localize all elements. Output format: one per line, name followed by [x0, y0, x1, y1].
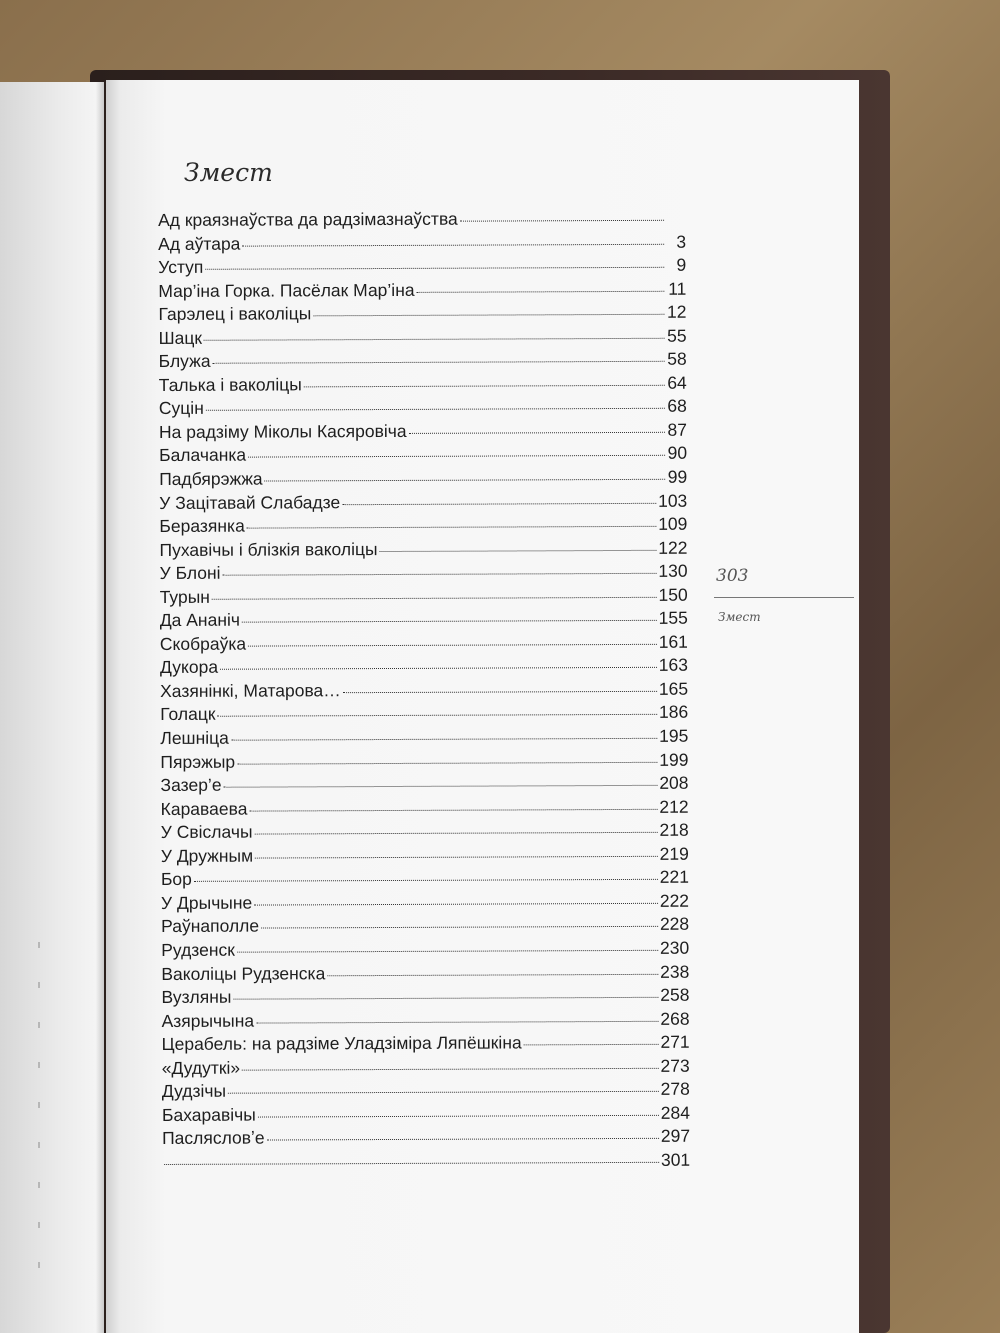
toc-entry [161, 796, 689, 822]
page-number: 303 [716, 566, 749, 586]
toc-entry [160, 584, 688, 610]
toc-entry-label: Скобраўка [159, 633, 247, 654]
toc-entry-page: 68 [667, 396, 687, 417]
toc-entry-page: 284 [660, 1102, 690, 1123]
toc-entry-label: Дудзічы [161, 1080, 227, 1102]
toc-entry-label: Вузляны [161, 986, 232, 1008]
toc-entry [162, 1102, 690, 1128]
toc-leader-dots [242, 243, 664, 246]
toc-entry-label: Паслясловʼе [162, 1127, 265, 1149]
toc-entry-label: Мар’іна Горка. Пасёлак Мар’іна [158, 279, 415, 301]
toc-entry-label: Пярэжыр [160, 751, 236, 772]
toc-leader-dots [409, 432, 665, 434]
toc-entry [161, 961, 689, 987]
toc-leader-dots [255, 832, 658, 835]
toc-entry [160, 749, 688, 775]
toc-entry-label: Талька і ваколіцы [158, 374, 302, 395]
toc-entry-page: 161 [658, 631, 688, 652]
toc-entry-label: На радзіму Міколы Касяровіча [158, 420, 407, 442]
toc-leader-dots [258, 1115, 659, 1118]
toc-entry-label: Уступ [158, 256, 204, 278]
toc-entry-page: 258 [660, 984, 690, 1005]
toc-entry [158, 255, 686, 281]
toc-entry-page: 278 [660, 1078, 690, 1100]
toc-entry [160, 773, 688, 799]
toc-entry-label: Ад краязнаўства да радзімазнаўства [158, 208, 458, 230]
toc-entry-label: Падбярэжжа [159, 468, 263, 490]
toc-entry-label: Дукора [159, 657, 219, 678]
toc-leader-dots [265, 479, 666, 482]
toc-leader-dots [255, 856, 658, 859]
toc-leader-dots [194, 879, 658, 882]
toc-entry [161, 820, 689, 846]
toc-leader-dots [206, 408, 665, 411]
toc-entry-label: У Дрычыне [160, 892, 253, 913]
toc-entry [161, 1008, 689, 1034]
toc-entry-label: Суцін [158, 398, 204, 419]
toc-entry-page: 297 [660, 1126, 691, 1147]
toc-entry-page: 55 [667, 325, 687, 346]
toc-entry [158, 208, 686, 234]
toc-leader-dots [247, 526, 656, 529]
toc-entry-label: Гарэлец і ваколіцы [158, 303, 312, 325]
toc-entry-page: 230 [659, 937, 690, 958]
toc-entry [161, 938, 689, 964]
toc-entry-page: 87 [667, 419, 688, 440]
toc-entry-page: 130 [658, 560, 688, 582]
toc-entry-page: 271 [660, 1031, 690, 1052]
toc-entry-page: 90 [667, 443, 688, 464]
toc-entry-page: 238 [660, 961, 690, 982]
toc-entry [159, 514, 687, 540]
toc-leader-dots [231, 738, 657, 741]
toc-entry [162, 1032, 690, 1058]
toc-entry-label: Да Ананіч [159, 609, 241, 631]
toc-entry-page: 301 [660, 1149, 691, 1170]
toc-entry-page: 268 [660, 1008, 690, 1029]
page-title: Змест [184, 158, 273, 187]
toc-entry [159, 467, 687, 493]
toc-entry [159, 396, 687, 422]
toc-entry [162, 1079, 690, 1105]
toc-leader-dots [261, 926, 658, 929]
toc-leader-dots [217, 714, 657, 717]
toc-entry-page: 212 [659, 796, 689, 817]
toc-entry [161, 867, 689, 893]
toc-leader-dots [205, 267, 664, 270]
toc-entry-page: 11 [668, 278, 687, 299]
toc-entry-page: 165 [658, 678, 689, 699]
toc-entry-label: Ад аўтара [158, 233, 241, 254]
toc-entry-label: Бор [160, 869, 192, 890]
toc-leader-dots [220, 667, 657, 670]
toc-leader-dots [237, 761, 657, 764]
toc-entry [160, 632, 688, 658]
toc-entry-label: Пухавічы і блізкія ваколіцы [159, 538, 378, 560]
toc-entry [160, 608, 688, 634]
toc-entry-page: 58 [667, 348, 687, 370]
toc-leader-dots [254, 903, 658, 906]
toc-entry-page: 9 [676, 254, 687, 275]
toc-leader-dots [248, 644, 657, 647]
toc-entry-page: 155 [658, 607, 688, 629]
toc-entry [162, 1126, 690, 1152]
right-page [106, 80, 859, 1333]
toc-entry-label: Голацк [160, 704, 216, 725]
toc-leader-dots [242, 620, 657, 623]
toc-leader-dots [267, 1138, 659, 1141]
toc-leader-dots [249, 808, 657, 811]
toc-entry-page: 163 [658, 655, 689, 676]
toc-entry-page: 219 [659, 843, 689, 864]
toc-entry-page: 122 [658, 537, 688, 558]
toc-entry [161, 843, 689, 869]
toc-entry-label: Беразянка [159, 515, 245, 537]
toc-leader-dots [417, 290, 665, 292]
toc-entry-page: 273 [660, 1055, 690, 1076]
toc-entry-page: 218 [659, 819, 689, 841]
toc-entry-page: 103 [658, 490, 688, 511]
toc-leader-dots [204, 338, 665, 341]
toc-entry-label: У Зацітавай Слабадзе [159, 491, 341, 513]
toc-leader-dots [224, 785, 658, 788]
table-of-contents [158, 208, 690, 1176]
toc-entry [160, 726, 688, 752]
toc-entry-label: Турын [159, 586, 210, 607]
toc-entry-page: 186 [658, 702, 689, 723]
toc-entry [160, 702, 688, 728]
toc-entry-label: Блужа [158, 351, 211, 372]
toc-entry [162, 1150, 690, 1176]
toc-leader-dots [233, 997, 658, 1000]
toc-entry [158, 278, 686, 304]
running-head-label: Змест [718, 610, 761, 624]
toc-entry-page: 12 [666, 301, 687, 322]
toc-leader-dots [248, 455, 665, 458]
toc-leader-dots [212, 597, 657, 600]
toc-entry-page: 228 [659, 914, 690, 935]
toc-leader-dots [242, 1068, 658, 1071]
toc-entry-page: 150 [658, 584, 688, 605]
toc-entry [159, 537, 687, 563]
toc-entry [160, 561, 688, 587]
toc-entry-page: 221 [659, 867, 689, 888]
toc-entry-page: 99 [667, 466, 688, 487]
running-head-rule [714, 597, 854, 598]
toc-entry-page: 208 [659, 772, 689, 793]
toc-entry-label: Хазянінкі, Матарова… [160, 680, 341, 701]
toc-entry-label: Лешніца [160, 727, 229, 749]
toc-entry-label: Шацк [158, 327, 203, 348]
toc-leader-dots [304, 385, 665, 388]
toc-leader-dots [380, 549, 657, 551]
binding-stitch [38, 942, 40, 1302]
toc-entry-page: 222 [659, 890, 690, 911]
toc-leader-dots [524, 1044, 659, 1046]
toc-leader-dots [228, 1091, 659, 1094]
toc-entry [159, 373, 687, 399]
toc-leader-dots [327, 973, 658, 975]
toc-entry-label: У Свіслачы [160, 821, 253, 843]
toc-entry-page: 3 [676, 231, 687, 252]
toc-entry [161, 914, 689, 940]
toc-entry [162, 1055, 690, 1081]
toc-entry [160, 655, 688, 681]
toc-leader-dots [164, 1162, 659, 1165]
toc-entry [158, 231, 686, 257]
toc-entry [160, 679, 688, 705]
toc-entry-page: 109 [658, 513, 688, 534]
toc-entry-label: Балачанка [159, 445, 247, 466]
toc-entry-label: У Дружным [160, 845, 254, 866]
toc-entry-label: Азярычына [161, 1010, 255, 1031]
toc-entry-label: У Блоні [159, 562, 221, 584]
toc-leader-dots [313, 314, 664, 317]
toc-entry-label: Раўнаполле [161, 915, 260, 937]
toc-entry [159, 325, 687, 351]
toc-entry-page: 64 [667, 372, 687, 393]
toc-leader-dots [213, 361, 665, 364]
toc-entry-label: Караваева [160, 798, 248, 819]
toc-entry [159, 443, 687, 469]
toc-leader-dots [223, 573, 657, 576]
toc-entry-label: Церабель: на радзіме Уладзіміра Ляпёшкіна [161, 1032, 522, 1055]
toc-entry-label: Зазер’е [160, 774, 222, 796]
left-page [0, 82, 104, 1333]
toc-entry-label: Рудзенск [161, 939, 235, 960]
toc-entry-page: 199 [659, 749, 689, 770]
toc-leader-dots [343, 691, 657, 693]
toc-entry [159, 420, 687, 446]
toc-entry-label: Ваколіцы Рудзенска [161, 962, 326, 984]
toc-entry-label: Бахаравічы [161, 1104, 256, 1125]
toc-leader-dots [342, 502, 656, 504]
toc-entry [159, 349, 687, 375]
toc-entry [161, 891, 689, 917]
toc-leader-dots [256, 1020, 658, 1023]
toc-leader-dots [460, 220, 664, 222]
toc-entry [158, 302, 686, 328]
toc-entry [159, 490, 687, 516]
toc-entry [161, 985, 689, 1011]
toc-entry-label: «Дудуткі» [161, 1057, 241, 1078]
toc-leader-dots [237, 950, 658, 953]
toc-entry-page: 195 [659, 725, 689, 746]
